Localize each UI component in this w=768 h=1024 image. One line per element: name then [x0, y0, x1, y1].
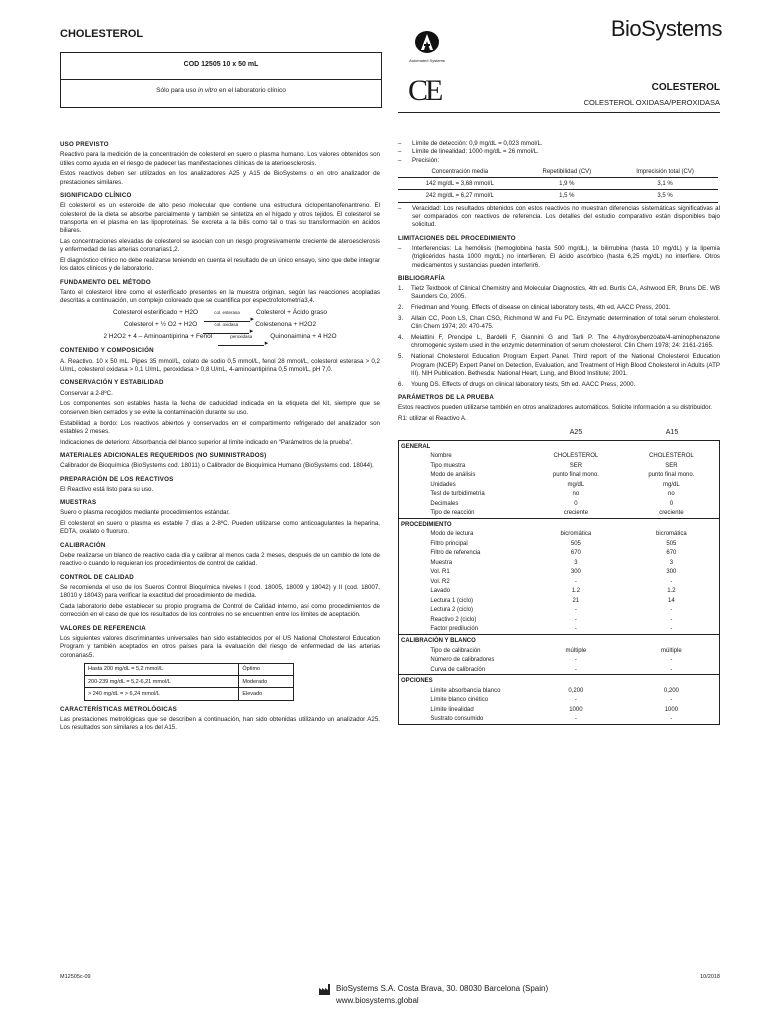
- document-code: M12505c-09: [60, 974, 91, 980]
- table-row: 242 mg/dL = 6,27 mmol/L 1,5 % 3,5 %: [398, 190, 718, 202]
- section-heading: PARÁMETROS DE LA PRUEBA: [398, 393, 495, 401]
- table-row: > 240 mg/dL = > 6,24 mmol/L Elevado: [85, 688, 294, 700]
- table-row: 142 mg/dL = 3,68 mmol/L 1,9 % 3,1 %: [398, 178, 718, 190]
- automated-systems-logo-icon: [412, 28, 442, 58]
- arrow-icon: [218, 345, 264, 346]
- reaction-1: Colesterol esterificado + H2O col. esterasa ▸ Colesterol + Ácido graso: [60, 309, 380, 318]
- section-heading: CALIBRACIÓN: [60, 541, 106, 549]
- bibliography-item: 1. Tietz Textbook of Clinical Chemistry and Molecular Diagnostics, 4th ed. Burtis CA, Ashwood ER, Bruns DE. WB Saunders Co, 2005.: [398, 285, 720, 301]
- product-title: COLESTEROL: [651, 82, 720, 93]
- table-section-header: GENERAL: [399, 440, 720, 451]
- table-row: Sustrato consumido - -: [430, 716, 673, 723]
- factory-icon: [318, 982, 332, 996]
- usage-note: Sólo para uso in vitro en el laboratorio clínico: [156, 87, 286, 94]
- table-row: 200-239 mg/dL = 5,2-6,21 mmol/L Moderado: [85, 676, 294, 688]
- table-row: Modo de lectura bicromática bicromática: [430, 531, 687, 538]
- table-section-header: CALIBRACIÓN Y BLANCO: [399, 635, 720, 646]
- list-item: – Límite de detección: 0,9 mg/dL = 0,023 mmol/L.: [398, 140, 543, 147]
- table-row: Filtro de referencia 670 670: [430, 550, 677, 557]
- reaction-2: Colesterol + ½ O2 + H2O col. oxidasa ▸ Colestenona + H2O2: [60, 321, 380, 330]
- table-section-header: PROCEDIMIENTO: [399, 518, 720, 529]
- section-heading: CONTENIDO Y COMPOSICIÓN: [60, 347, 154, 355]
- brand-logo: BioSystems: [610, 16, 722, 41]
- table-row: Límite absorbancia blanco 0,200 0,200: [430, 687, 679, 694]
- document-date: 10/2018: [700, 974, 720, 980]
- list-item: – Veracidad: Los resultados obtenidos con estos reactivos no muestran diferencias sistemáticas significativas al ser comparados con reactivos de referencia. Los detalles del estudio comparativo están disponibles bajo solicitud.: [398, 204, 720, 229]
- table-row: Vol. R2 - -: [430, 578, 673, 585]
- table-row: Nombre CHOLESTEROL CHOLESTEROL: [430, 453, 694, 460]
- table-row: Filtro principal 505 505: [430, 540, 677, 547]
- list-item: – Interferencias: La hemólisis (hemoglobina hasta 500 mg/dL), la bilirrubina (hasta 10 mg/dL) y la lipemia (triglicéridos hasta 1000 mg/dL) no interfieren. El ácido ascórbico (hasta 6,25 mg/dL) no interfiere. Otros medicamentos y sustancias pueden interferir6.: [398, 244, 720, 269]
- section-heading: MATERIALES ADICIONALES REQUERIDOS (NO SUMINISTRADOS): [60, 451, 267, 459]
- section-heading: PREPARACIÓN DE LOS REACTIVOS: [60, 475, 174, 483]
- product-subtitle: COLESTEROL OXIDASA/PEROXIDASA: [583, 98, 720, 107]
- reaction-3: 2 H2O2 + 4 – Aminoantipirina + Fenol peroxidasa ▸ Quinonaimina + 4 H2O: [60, 333, 380, 342]
- table-row: Límite linealidad 1000 1000: [430, 706, 679, 713]
- section-heading: CONSERVACIÓN Y ESTABILIDAD: [60, 379, 164, 387]
- section-heading: VALORES DE REFERENCIA: [60, 624, 146, 632]
- table-row: Vol. R1 300 300: [430, 569, 677, 576]
- section-heading: FUNDAMENTO DEL MÉTODO: [60, 278, 151, 286]
- analyzer-column-heads: A25 A15: [569, 429, 679, 437]
- test-parameters-table: [398, 440, 720, 726]
- code-box: [60, 52, 382, 108]
- ce-mark-icon: CE: [408, 74, 441, 107]
- arrow-icon: [204, 321, 250, 322]
- table-row: Decimales 0 0: [430, 500, 674, 507]
- right-column: – Límite de detección: 0,9 mg/dL = 0,023 mmol/L. – Límite de linealidad: 1000 mg/dL = 26 mmol/L. – Precisión: Concentración media Repetibilidad (CV) Imprecisión total (CV) 142 mg/dL = 3,68 mmol/L 1,9 % 3,1 % 242 mg/dL = 6,27 mmol/L 1,5 % 3,5 % – Veracidad: Los resultados obtenidos con estos reactivos no muestran diferencias sistemáticas significativas al ser comparados con reactivos de referencia. Los detalles del estudio comparativo están disponibles bajo solicitud. LIMITACIONES DEL PROCEDIMIENTO – Interferencias: La hemólisis (hemoglobina hasta 500 mg/dL), la bilirrubina (hasta 10 mg/dL) y la lipemia (triglicéridos hasta 1000 mg/dL) no interfieren. El ácido ascórbico (hasta 6,25 mg/dL) no interfiere. Otros medicamentos y sustancias pueden interferir6. BIBLIOGRAFÍA 1. Tietz Textbook of Clinical Chemistry and Molecular Diagnostics, 4th ed. Burtis CA, Ashwood ER, Bruns DE. WB Saunders Co, 2005. 2. Friedman and Young. Effects of disease on clinical laboratory tests, 4th ed. AACC Press, 2001. 3. Allain CC, Poon LS, Chan CSG, Richmond W and Fu PC. Enzymatic determination of total serum cholesterol. Clin Chem 1974; 20: 470-475. 4. Meiattini F, Prencipe L, Bardelli F, Giannini G and Tarli P. The 4-hydroxybenzoate/4-aminophenazone chromogenic system used in the enzymic determination of serum cholesterol. Clin Chem 1978; 24: 2161-2165. 5. National Cholesterol Education Program Expert Panel. Third report of the National Cholesterol Education Program (NCEP) Expert Panel on Detection, Evaluation, and Treatment of High Blood Cholesterol in Adults (ATP III). NIH Publication. Bethesda: National Heart, Lung, and Blood Institute; 2001. 6. Young DS. Effects of drugs on clinical laboratory tests, 5th ed. AACC Press, 2000. PARÁMETROS DE LA PRUEBA Estos reactivos pueden utilizarse también en otros analizadores automáticos. Solicite información a su distribuidor. R1: utilizar el Reactivo A. A25 A15 GENERAL Nombre CHOLESTEROL CHOLESTEROL Tipo muestra SER SER Modo de análisis punto final mono. punto final mono. Unidades mg/dL mg/dL Test de turbidimetría no no Decimales 0 0 Tipo de reacción creciente creciente PROCEDIMIENTO Modo de lectura bicromática bicromática Filtro principal 505 505 Filtro de referencia 670 670 Muestra 3 3 Vol. R1 300 300 Vol. R2 - - Lavado 1.2 1.2 Lectura 1 (ciclo) 21 14 Lectura 2 (ciclo) - - Reactivo 2 (ciclo) - - Factor predilución - - CALIBRACIÓN Y BLANCO Tipo de calibración múltiple múltiple Número de calibradores - - Curva de calibración - - OPCIONES Límite absorbancia blanco 0,200 0,200 Límite blanco cinético - - Límite linealidad 1000 1000 Sustrato consumido - -: [398, 140, 720, 725]
- table-row: Límite blanco cinético - -: [430, 697, 673, 704]
- section-heading: MUESTRAS: [60, 499, 97, 507]
- logo-caption: Automated Systems: [409, 58, 445, 63]
- arrow-icon: [203, 333, 249, 334]
- list-item: – Precisión:: [398, 156, 440, 164]
- table-row: Número de calibradores - -: [430, 657, 673, 664]
- table-row: Tipo de reacción creciente creciente: [430, 510, 684, 516]
- bibliography-item: 5. National Cholesterol Education Program Expert Panel. Third report of the National Cholesterol Education Program (NCEP) Expert Panel on Detection, Evaluation, and Treatment of High Blood Cholesterol in Adults (ATP III). NIH Publication. Bethesda: National Heart, Lung, and Blood Institute; 2001.: [398, 353, 720, 377]
- table-row: Tipo de calibración múltiple múltiple: [430, 647, 682, 654]
- section-heading: SIGNIFICADO CLÍNICO: [60, 191, 132, 199]
- table-row: Curva de calibración - -: [430, 666, 673, 673]
- precision-table: Concentración media Repetibilidad (CV) Imprecisión total (CV) 142 mg/dL = 3,68 mmol/L 1,9 % 3,1 % 242 mg/dL = 6,27 mmol/L 1,5 % 3,5 %: [398, 167, 718, 203]
- bibliography-item: 3. Allain CC, Poon LS, Chan CSG, Richmond W and Fu PC. Enzymatic determination of total serum cholesterol. Clin Chem 1974; 20: 470-475.: [398, 315, 720, 331]
- section-heading: LIMITACIONES DEL PROCEDIMIENTO: [398, 234, 516, 242]
- table-section-header: OPCIONES: [399, 675, 720, 686]
- left-column: USO PREVISTO Reactivo para la medición de la concentración de colesterol en suero o plasma humano. Los valores obtenidos son útiles como ayuda en el riesgo de padecer las manifestaciones clínicas de la aterioesclerosis. Estos reactivos deben ser utilizados en los analizadores A25 y A15 de BioSystems o en otro analizador de prestaciones similares. SIGNIFICADO CLÍNICO El colesterol es un esteroide de alto peso molecular que contiene una estructura ciclopentanofenantreno. El colesterol de la dieta se absorbe parcialmente y también se sintetiza en el hígado y otros tejidos. El colesterol se transporta en el plasma en las lipoproteínas. Se excreta a la bilis como tal o tras su transformación en ácidos biliares. Las concentraciones elevadas de colesterol se asocian con un riesgo progresivamente creciente de ateroesclerosis y enfermedad de las arterias coronarias1,2. El diagnóstico clínico no debe realizarse teniendo en cuenta el resultado de un único ensayo, sino que debe integrar los datos clínicos y de laboratorio. FUNDAMENTO DEL MÉTODO Tanto el colesterol libre como el esterificado presentes en la muestra originan, según las reacciones acopladas descritas a continuación, un complejo coloreado que se cuantifica por espectrofotometría3,4. Colesterol esterificado + H2O col. esterasa ▸ Colesterol + Ácido graso Colesterol + ½ O2 + H2O col. oxidasa ▸ Colestenona + H2O2 2 H2O2 + 4 – Aminoantipirina + Fenol peroxidasa ▸ Quinonaimina + 4 H2O CONTENIDO Y COMPOSICIÓN A. Reactivo. 10 x 50 mL. Pipes 35 mmol/L, colato de sodio 0,5 mmol/L, fenol 28 mmol/L, colesterol esterasa > 0,2 U/mL, colesterol oxidasa > 0,1 U/mL, peroxidasa > 0,8 U/mL, 4-aminoantipirina 0,5 mmol/L, pH 7,0. CONSERVACIÓN Y ESTABILIDAD Conservar a 2-8ºC. Los componentes son estables hasta la fecha de caducidad indicada en la etiqueta del kit, siempre que se conserven bien cerrados y se evite la contaminación durante su uso. Estabilidad a bordo: Los reactivos abiertos y conservados en el compartimento refrigerado del analizador son estables 2 meses. Indicaciones de deterioro: Absorbancia del blanco superior al límite indicado en “Parámetros de la prueba”. MATERIALES ADICIONALES REQUERIDOS (NO SUMINISTRADOS) Calibrador de Bioquímica (BioSystems cod. 18011) o Calibrador de Bioquímica Humano (BioSystems cod. 18044). PREPARACIÓN DE LOS REACTIVOS El Reactivo está listo para su uso. MUESTRAS Suero o plasma recogidos mediante procedimientos estándar. El colesterol en suero o plasma es estable 7 días a 2-8ºC. Pueden utilizarse como anticoagulantes la heparina, EDTA, oxalato o fluoruro. CALIBRACIÓN Debe realizarse un blanco de reactivo cada día y calibrar al menos cada 2 meses, después de un cambio de lote de reactivo o cuando lo requieran los procedimientos de control de calidad. CONTROL DE CALIDAD Se recomienda el uso de los Sueros Control Bioquímica niveles I (cod. 18005, 18009 y 18042) y II (cod. 18007, 18010 y 18043) para verificar la exactitud del procedimiento de medida. Cada laboratorio debe establecer su propio programa de Control de Calidad interno, así como procedimientos de corrección en el caso de que los resultados de los controles no se encuentren entre los límites de aceptación. VALORES DE REFERENCIA Los siguientes valores discriminantes universales han sido establecidos por el US National Cholesterol Education Program y también aceptados en otros países para la evaluación del riesgo de enfermedad de las arterias coronarias5. Hasta 200 mg/dL = 5,2 mmol/L Óptimo 200-239 mg/dL = 5,2-6,21 mmol/L Moderado > 240 mg/dL = > 6,24 mmol/L Elevado CARACTERÍSTICAS METROLÓGICAS Las prestaciones metrológicas que se describen a continuación, han sido obtenidas utilizando un analizador A25. Los resultados son similares a los del A15.: [60, 136, 380, 735]
- table-row: Hasta 200 mg/dL = 5,2 mmol/L Óptimo: [85, 663, 294, 675]
- table-row: Unidades mg/dL mg/dL: [430, 481, 680, 488]
- product-code: COD 12505 10 x 50 mL: [183, 61, 259, 68]
- table-row: Factor predilución - -: [430, 626, 673, 633]
- list-item: – Límite de linealidad: 1000 mg/dL = 26 mmol/L.: [398, 148, 539, 156]
- bibliography-item: 2. Friedman and Young. Effects of disease on clinical laboratory tests, 4th ed. AACC Press, 2001.: [398, 304, 671, 312]
- table-row: Lectura 1 (ciclo) 21 14: [430, 597, 675, 604]
- section-heading: USO PREVISTO: [60, 141, 109, 148]
- table-row: Lavado 1.2 1.2: [430, 588, 676, 595]
- section-heading: CARACTERÍSTICAS METROLÓGICAS: [60, 705, 177, 713]
- company-address: BioSystems S.A. Costa Brava, 30. 08030 Barcelona (Spain): [336, 984, 549, 993]
- product-title-en: CHOLESTEROL: [60, 28, 144, 40]
- table-row: Muestra 3 3: [430, 559, 674, 566]
- table-row: Reactivo 2 (ciclo) - -: [430, 616, 673, 623]
- table-row: Test de turbidimetría no no: [430, 491, 675, 498]
- section-heading: CONTROL DE CALIDAD: [60, 573, 134, 581]
- reference-values-table: [84, 663, 294, 701]
- table-row: Lectura 2 (ciclo) - -: [430, 607, 673, 614]
- table-row: Tipo muestra SER SER: [430, 462, 678, 469]
- section-heading: BIBLIOGRAFÍA: [398, 274, 446, 282]
- company-website: www.biosystems.global: [336, 996, 419, 1005]
- bibliography-item: 6. Young DS. Effects of drugs on clinical laboratory tests, 5th ed. AACC Press, 2000.: [398, 380, 636, 388]
- table-row: Modo de análisis punto final mono. punto final mono.: [430, 472, 695, 479]
- bibliography-item: 4. Meiattini F, Prencipe L, Bardelli F, Giannini G and Tarli P. The 4-hydroxybenzoate/4-aminophenazone chromogenic system used in the enzymic determination of serum cholesterol. Clin Chem 1978; 24: 2161-2165.: [398, 334, 720, 350]
